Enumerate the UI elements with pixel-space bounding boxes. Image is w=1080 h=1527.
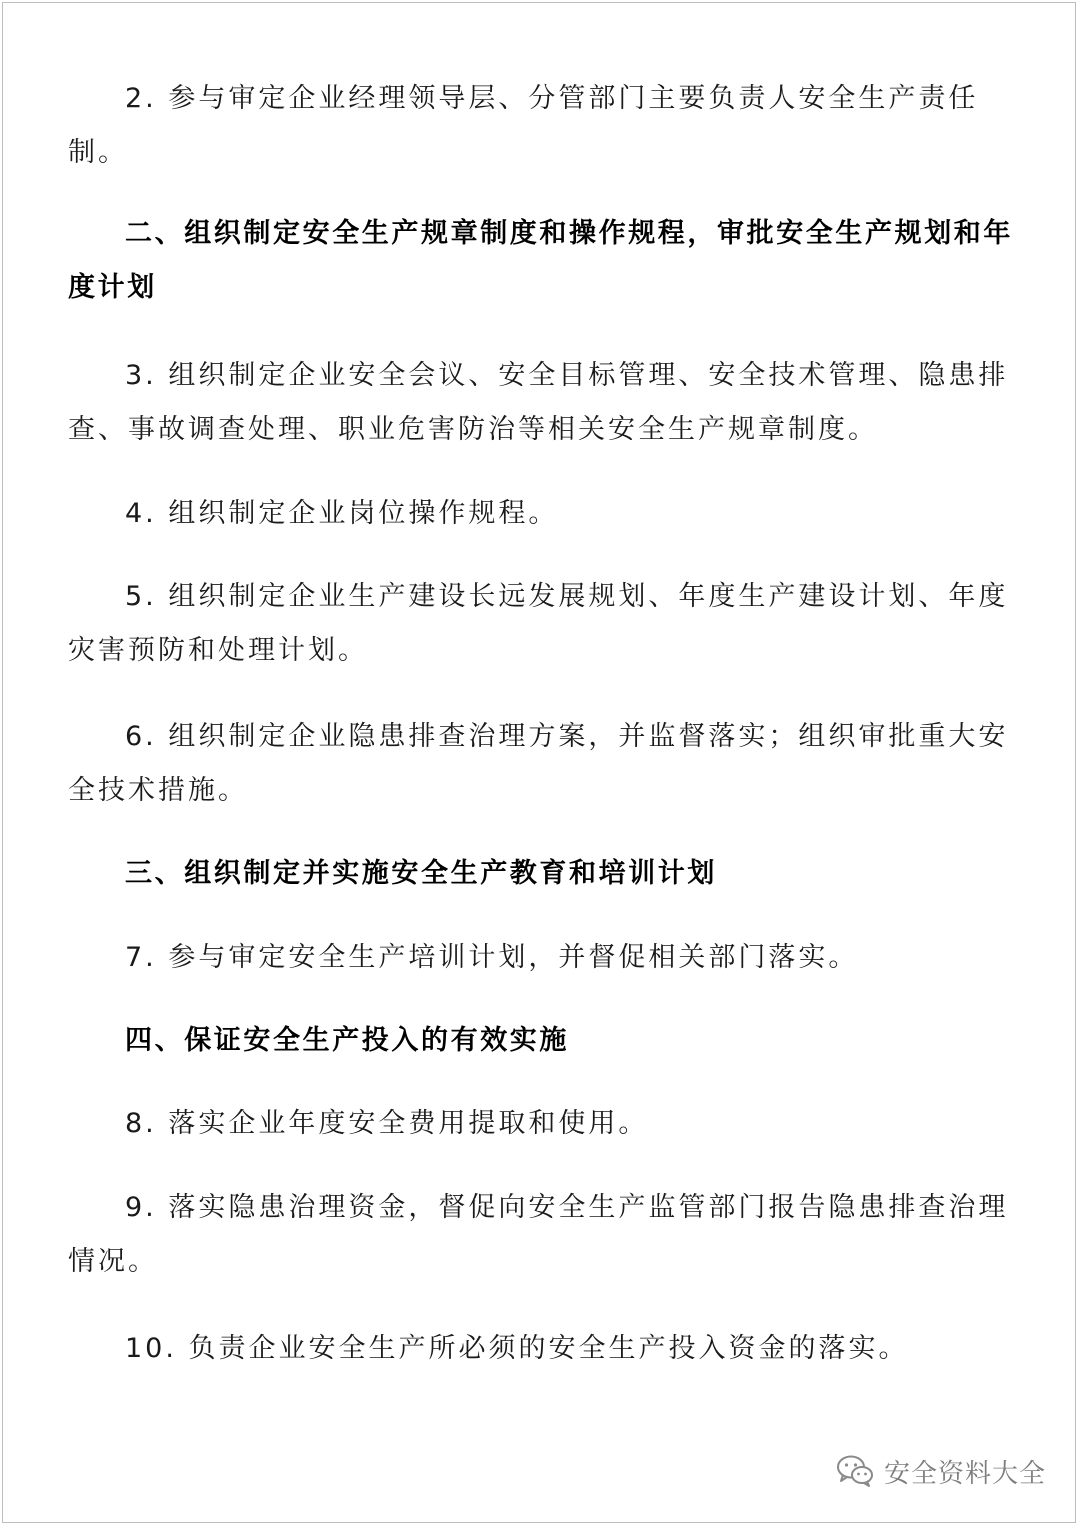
list-item: 5. 组织制定企业生产建设长远发展规划、年度生产建设计划、年度灾害预防和处理计划。 [68, 581, 1009, 666]
list-item: 2. 参与审定企业经理领导层、分管部门主要负责人安全生产责任制。 [68, 83, 979, 168]
section-heading: 三、组织制定并实施安全生产教育和培训计划 [125, 858, 717, 889]
section-heading: 四、保证安全生产投入的有效实施 [125, 1025, 569, 1056]
list-item: 8. 落实企业年度安全费用提取和使用。 [125, 1108, 649, 1139]
list-item: 6. 组织制定企业隐患排查治理方案，并监督落实；组织审批重大安全技术措施。 [68, 721, 1009, 806]
list-item: 7. 参与审定安全生产培训计划，并督促相关部门落实。 [125, 942, 859, 973]
list-item: 4. 组织制定企业岗位操作规程。 [125, 498, 559, 529]
list-item: 3. 组织制定企业安全会议、安全目标管理、安全技术管理、隐患排查、事故调查处理、职业危害防治等相关安全生产规章制度。 [68, 360, 1009, 445]
list-item: 9. 落实隐患治理资金，督促向安全生产监管部门报告隐患排查治理情况。 [68, 1192, 1009, 1277]
wechat-icon [836, 1454, 874, 1488]
document-body [68, 72, 1016, 1376]
section-heading: 二、组织制定安全生产规章制度和操作规程，审批安全生产规划和年度计划 [68, 218, 1013, 303]
watermark-text: 安全资料大全 [883, 1458, 1046, 1489]
list-item: 10. 负责企业安全生产所必须的安全生产投入资金的落实。 [125, 1333, 909, 1364]
watermark [836, 1449, 1046, 1493]
